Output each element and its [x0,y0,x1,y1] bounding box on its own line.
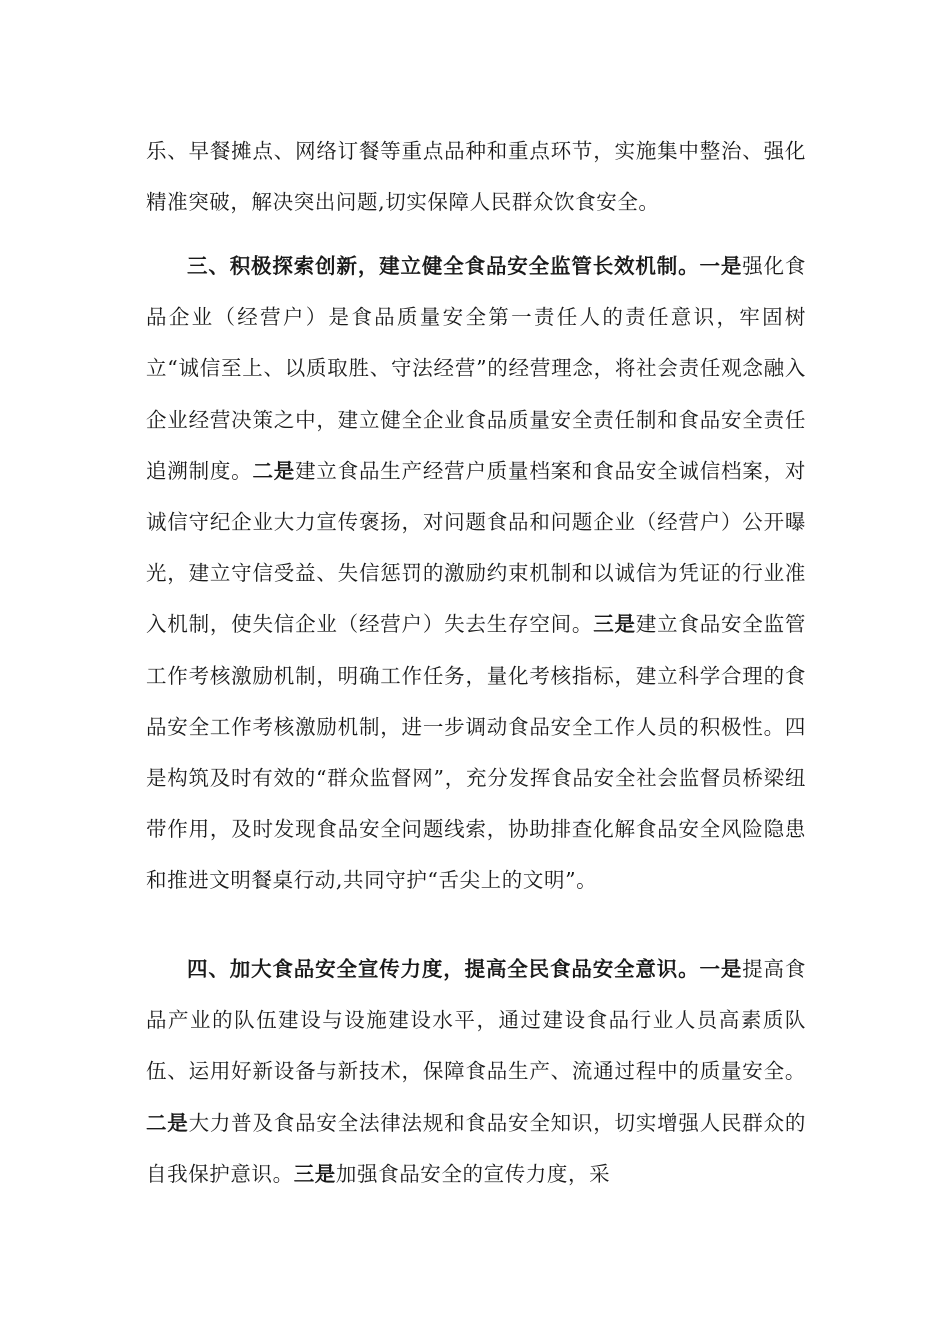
text-segment: 强化食品企业（经营户）是食品质量安全第一责任人的责任意识，牢固树立“诚信至上、以质取胜、守法经营”的经营理念，将社会责任观念融入企业经营决策之中，建立健全企业食品质量安全责任制和食品安全责任追溯制度。 [146,254,806,483]
point-marker: 一是 [699,254,743,278]
point-marker: 一是 [699,957,743,981]
paragraph-continuation [146,126,806,228]
paragraph-section-four [146,944,806,1200]
text-segment: 加强食品安全的宣传力度，采 [335,1161,611,1186]
section-heading: 三、积极探索创新，建立健全食品安全监管长效机制。 [187,254,700,278]
point-marker: 二是 [252,458,296,483]
text-segment: 建立食品生产经营户质量档案和食品安全诚信档案，对诚信守纪企业大力宣传褒扬，对问题食品和问题企业（经营户）公开曝光，建立守信受益、失信惩罚的激励约束机制和以诚信为凭证的行业准入机制，使失信企业（经营户）失去生存空间。 [146,458,806,637]
point-marker: 二是 [146,1110,189,1135]
point-marker: 三是 [293,1161,336,1186]
text-segment: 乐、早餐摊点、网络订餐等重点品种和重点环节，实施集中整治、强化精准突破，解决突出问题,切实保障人民群众饮食安全。 [146,139,806,215]
text-segment: 大力普及食品安全法律法规和食品安全知识，切实增强人民群众的自我保护意识。 [146,1110,806,1186]
text-segment: 建立食品安全监管工作考核激励机制，明确工作任务，量化考核指标，建立科学合理的食品安全工作考核激励机制，进一步调动食品安全工作人员的积极性。四是构筑及时有效的“群众监督网”，充分发挥食品安全社会监督员桥梁纽带作用，及时发现食品安全问题线索，协助排查化解食品安全风险隐患和推进文明餐桌行动,共同守护“舌尖上的文明”。 [146,612,806,893]
point-marker: 三是 [593,612,636,637]
text-segment: 提高食品产业的队伍建设与设施建设水平，通过建设食品行业人员高素质队伍、运用好新设备与新技术，保障食品生产、流通过程中的质量安全。 [146,957,806,1084]
paragraph-section-three [146,241,806,907]
section-heading: 四、加大食品安全宣传力度，提高全民食品安全意识。 [187,957,700,981]
